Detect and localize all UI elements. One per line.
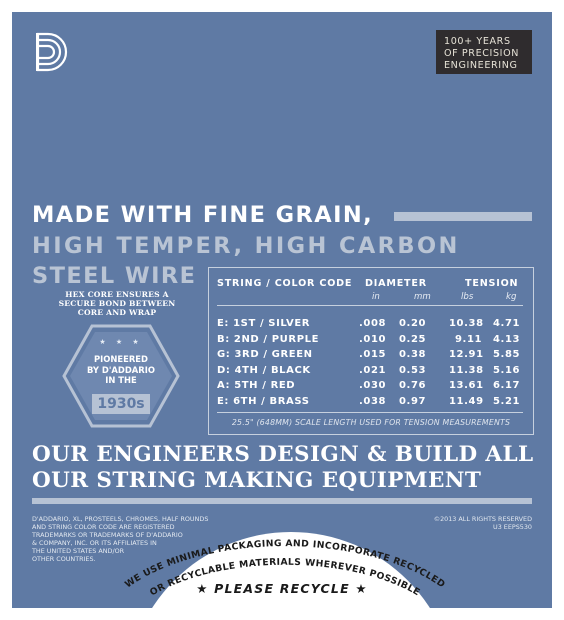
legal-line: D'ADDARIO, XL, PROSTEELS, CHROMES, HALF ROUNDS xyxy=(32,515,209,523)
diameter-in: .010 xyxy=(359,333,387,345)
tension-lbs: 11.49 xyxy=(449,395,484,407)
tension-kg: 5.85 xyxy=(493,349,521,360)
tension-lbs: 13.61 xyxy=(449,380,484,391)
legal-line: AND STRING COLOR CODE ARE REGISTERED xyxy=(32,523,175,531)
badge-line: OF PRECISION xyxy=(444,48,520,59)
scale-length-note: 25.5" (648MM) SCALE LENGTH USED FOR TENSION MEASUREMENTS xyxy=(231,418,511,427)
tension-kg: 6.17 xyxy=(493,380,521,391)
diameter-mm: 0.53 xyxy=(399,364,427,376)
pioneered-line: PIONEERED xyxy=(94,354,148,364)
unit-lbs: lbs xyxy=(461,292,474,302)
copyright-line: U3 EEPS530 xyxy=(493,523,532,531)
tension-kg: 5.21 xyxy=(493,395,521,407)
unit-in: in xyxy=(372,292,380,302)
copyright-line: ©2013 ALL RIGHTS RESERVED xyxy=(433,515,532,523)
headline-line-2: HIGH TEMPER, HIGH CARBON xyxy=(32,233,460,259)
diameter-in: .030 xyxy=(359,380,387,391)
hex-note-line: HEX CORE ENSURES A xyxy=(65,290,169,299)
tension-lbs: 12.91 xyxy=(449,349,484,360)
legal-line: THE UNITED STATES AND/OR xyxy=(32,547,125,555)
unit-kg: kg xyxy=(506,292,517,302)
pioneered-line: IN THE xyxy=(105,375,137,385)
table-header-tension: TENSION xyxy=(465,278,519,289)
badge-line: ENGINEERING xyxy=(444,60,518,71)
diameter-mm: 0.76 xyxy=(399,380,427,391)
diameter-in: .015 xyxy=(359,349,387,360)
string-name: E: 6TH / BRASS xyxy=(217,395,310,407)
tension-kg: 5.16 xyxy=(493,364,521,376)
string-name: B: 2ND / PURPLE xyxy=(217,333,320,345)
hex-note-line: CORE AND WRAP xyxy=(77,308,157,317)
string-name: G: 3RD / GREEN xyxy=(217,349,313,360)
diameter-in: .021 xyxy=(359,364,387,376)
stars-icon: ★ ★ ★ xyxy=(99,338,143,346)
table-header-string: STRING / COLOR CODE xyxy=(217,278,353,289)
diameter-mm: 0.97 xyxy=(399,395,427,407)
legal-line: & COMPANY, INC. OR ITS AFFILIATES IN xyxy=(32,539,157,547)
diameter-in: .008 xyxy=(359,318,387,329)
table-header-diameter: DIAMETER xyxy=(365,278,427,289)
tension-kg: 4.13 xyxy=(493,333,521,345)
engineers-line-2: OUR STRING MAKING EQUIPMENT xyxy=(32,468,482,493)
string-name: E: 1ST / SILVER xyxy=(217,318,311,329)
engineers-line-1: OUR ENGINEERS DESIGN & BUILD ALL xyxy=(32,442,534,467)
diameter-in: .038 xyxy=(359,395,387,407)
pioneered-line: BY D'ADDARIO xyxy=(87,364,155,375)
hex-note-line: SECURE BOND BETWEEN xyxy=(58,299,176,308)
tension-lbs: 11.38 xyxy=(449,364,484,376)
package-panel xyxy=(12,12,552,608)
legal-line: TRADEMARKS OR TRADEMARKS OF D'ADDARIO xyxy=(32,531,183,539)
tension-lbs: 10.38 xyxy=(449,318,484,329)
recycle-arc-line-2: OR RECYCLABLE MATERIALS WHEREVER POSSIBLE xyxy=(148,556,422,599)
string-name: D: 4TH / BLACK xyxy=(217,364,311,376)
legal-line: OTHER COUNTRIES. xyxy=(32,555,96,563)
pioneered-year: 1930s xyxy=(97,396,145,412)
diameter-mm: 0.25 xyxy=(399,333,427,345)
diameter-mm: 0.38 xyxy=(399,349,427,360)
recycle-arc-line-1: WE USE MINIMAL PACKAGING AND INCORPORATE RECYCLED xyxy=(122,538,448,591)
recycle-arc-text xyxy=(12,12,552,608)
tension-kg: 4.71 xyxy=(493,318,521,329)
headline-line-3: STEEL WIRE xyxy=(32,263,197,289)
headline-line-1: MADE WITH FINE GRAIN, xyxy=(32,202,374,228)
tension-lbs: 9.11 xyxy=(455,333,483,345)
diameter-mm: 0.20 xyxy=(399,318,427,329)
unit-mm: mm xyxy=(414,292,431,302)
string-name: A: 5TH / RED xyxy=(217,380,296,391)
badge-line: 100+ YEARS xyxy=(444,36,511,47)
please-recycle: ★ PLEASE RECYCLE ★ xyxy=(196,581,368,596)
